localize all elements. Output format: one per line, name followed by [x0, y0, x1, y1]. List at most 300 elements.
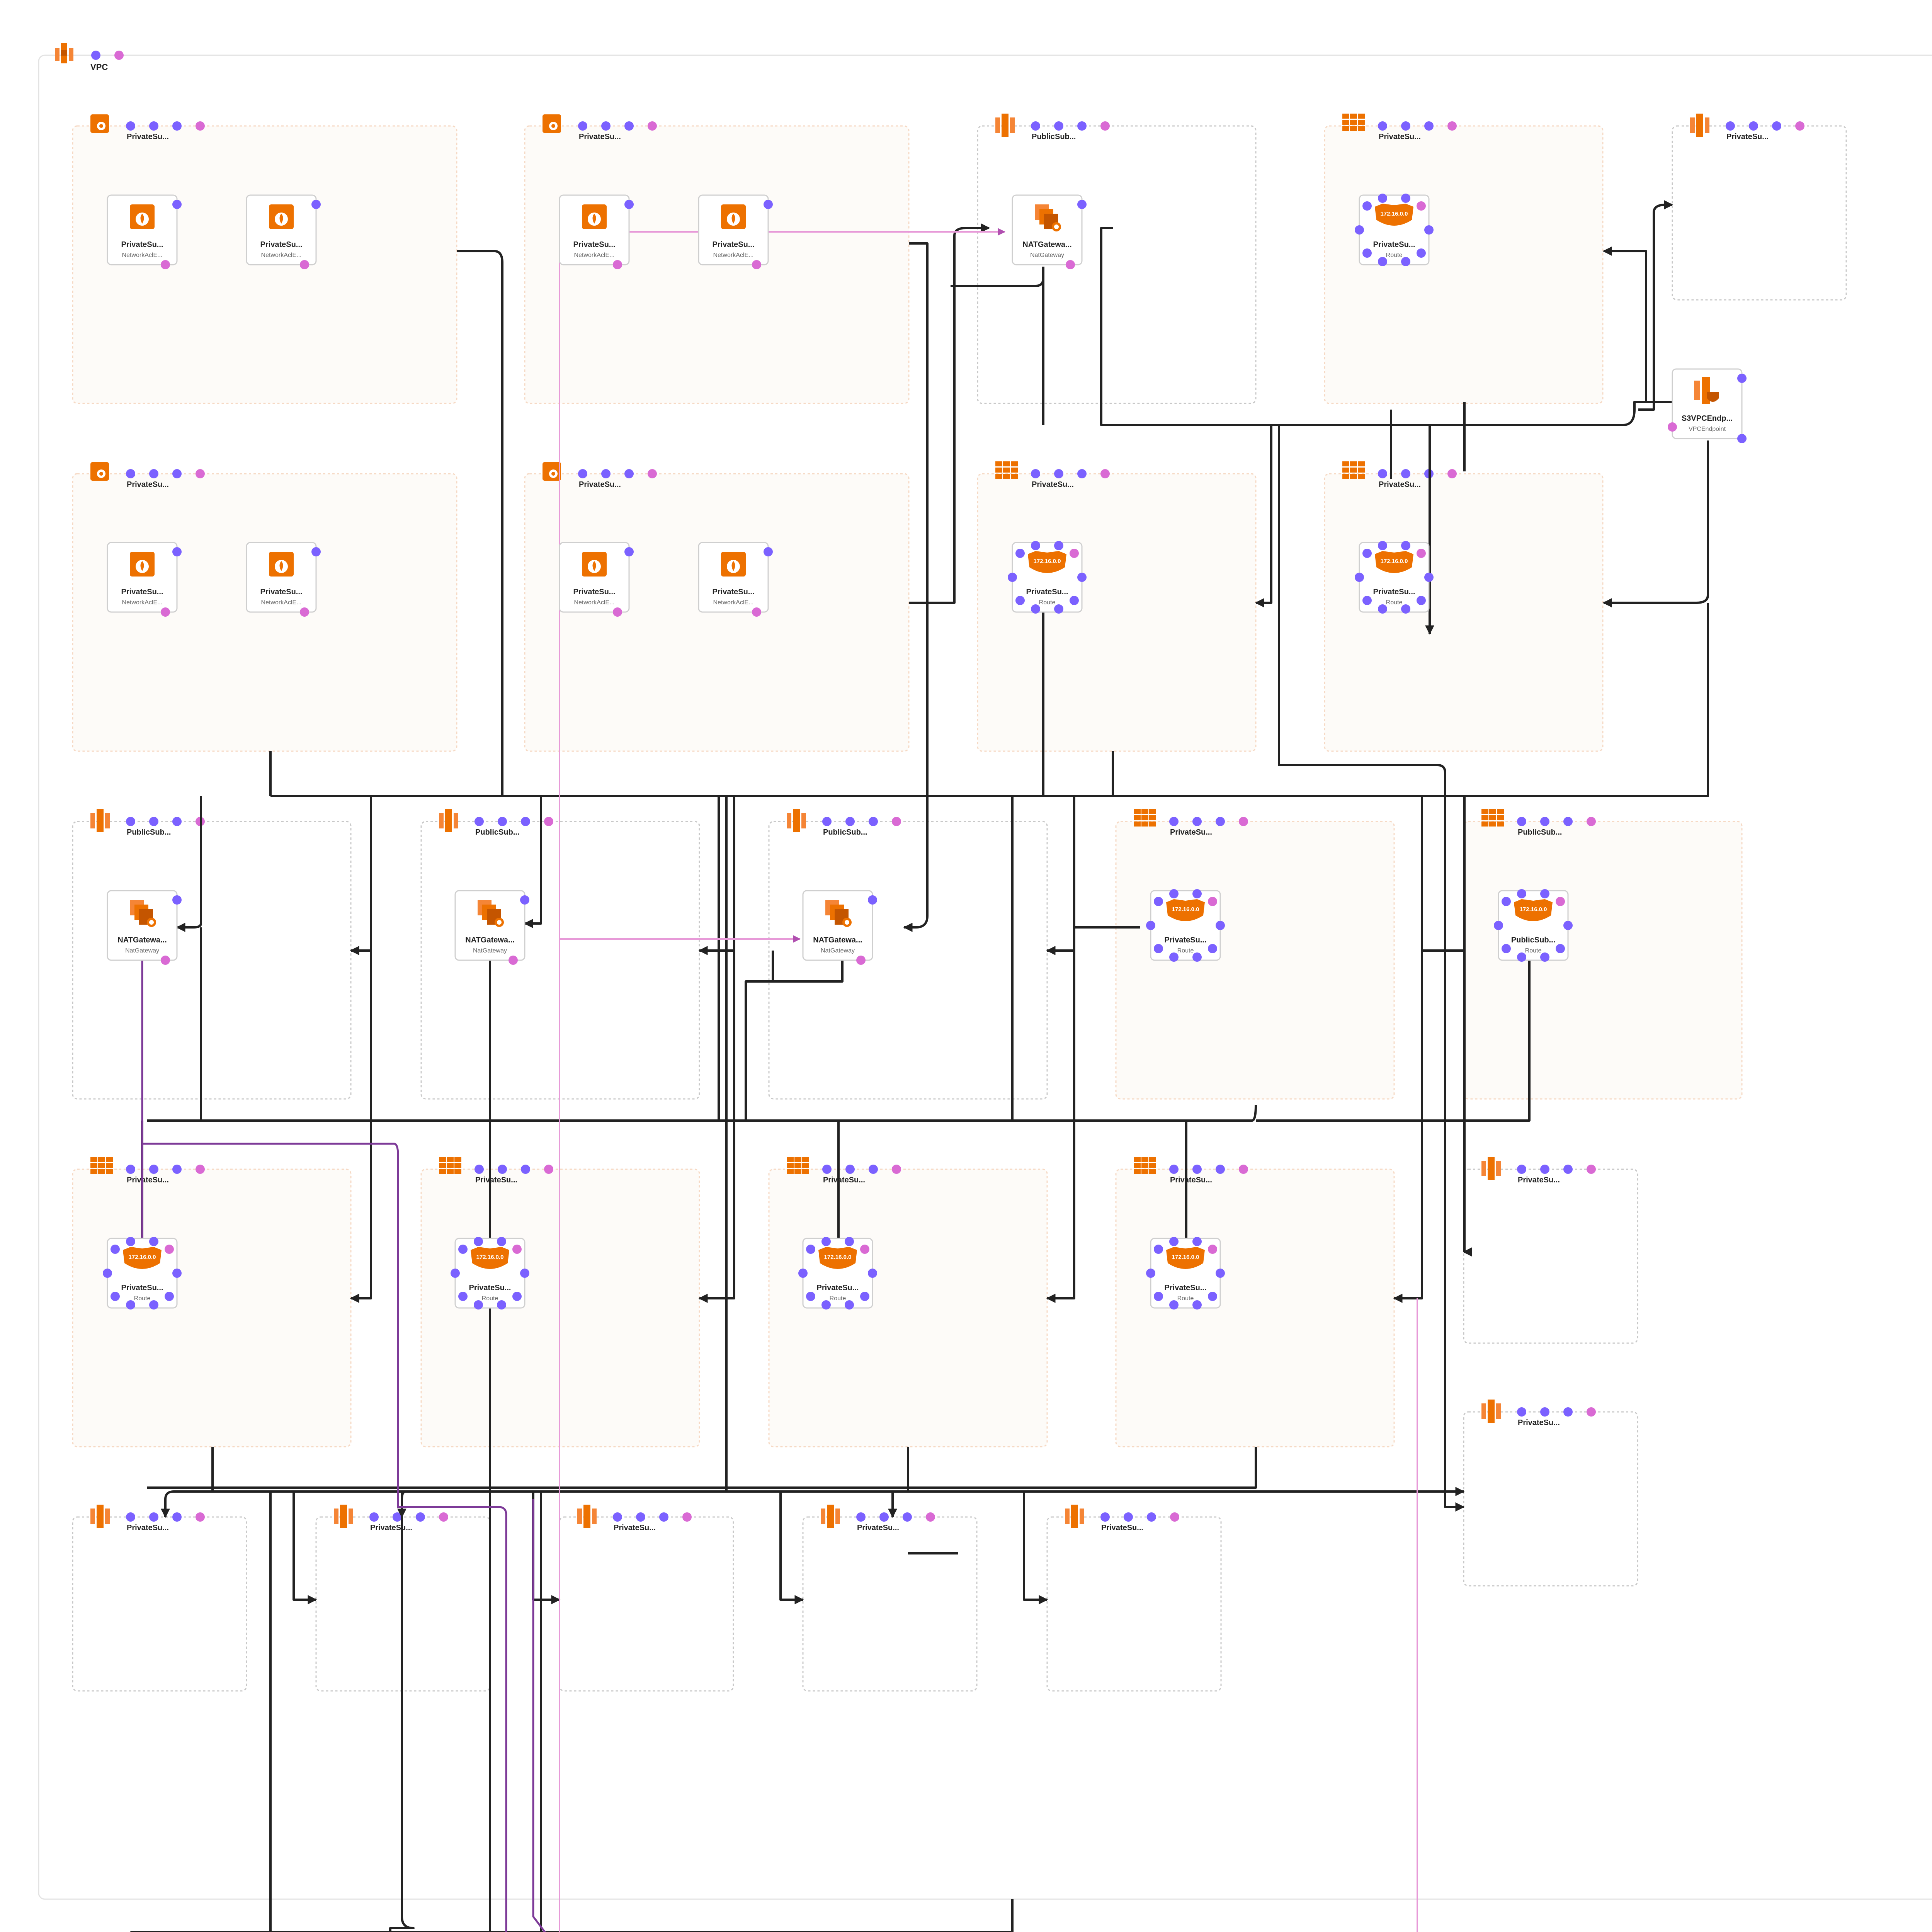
node-port[interactable] — [497, 1237, 506, 1246]
subnet-port[interactable] — [544, 817, 553, 826]
subnet-port[interactable] — [1170, 1512, 1179, 1522]
node-port[interactable] — [512, 1292, 522, 1301]
node-port[interactable] — [1417, 596, 1426, 605]
node-type: NatGateway — [820, 947, 855, 954]
node-port[interactable] — [458, 1292, 468, 1301]
cidr-label: 172.16.0.0 — [1033, 558, 1061, 565]
node-port[interactable] — [103, 1269, 112, 1278]
route-node[interactable] — [1355, 541, 1434, 614]
node-port[interactable] — [509, 956, 518, 965]
node-port[interactable] — [111, 1245, 120, 1254]
node-port[interactable] — [165, 1292, 174, 1301]
subnet-nacl-icon — [90, 462, 109, 481]
node-port[interactable] — [1192, 1300, 1202, 1310]
subnet-port[interactable] — [682, 1512, 692, 1522]
subnet-port[interactable] — [1726, 121, 1735, 131]
subnet-port[interactable] — [601, 121, 611, 131]
firewall-icon — [130, 204, 155, 229]
firewall-icon — [269, 204, 294, 229]
subnet-title: PrivateSu... — [1379, 133, 1421, 141]
node-port[interactable] — [1668, 422, 1677, 432]
subnet-port[interactable] — [172, 469, 182, 478]
subnet-port[interactable] — [1169, 1165, 1179, 1174]
subnet-port[interactable] — [172, 121, 182, 131]
firewall-icon — [582, 552, 607, 577]
node-port[interactable] — [1424, 225, 1434, 235]
subnet-port[interactable] — [578, 121, 587, 131]
subnet-port[interactable] — [1100, 121, 1110, 131]
node-port[interactable] — [868, 895, 877, 905]
subnet-port[interactable] — [544, 1165, 553, 1174]
nat-gateway-node[interactable] — [1012, 195, 1087, 269]
node-port[interactable] — [1378, 257, 1387, 266]
subnet-port[interactable] — [126, 1165, 135, 1174]
network-acl-node[interactable] — [107, 543, 182, 617]
route-node[interactable] — [1146, 889, 1225, 962]
node-port[interactable] — [1417, 549, 1426, 558]
node-port[interactable] — [1362, 549, 1372, 558]
subnet-port[interactable] — [149, 469, 158, 478]
subnet-port[interactable] — [1124, 1512, 1133, 1522]
node-port[interactable] — [126, 1300, 135, 1310]
subnet-port[interactable] — [1378, 469, 1387, 478]
node-port[interactable] — [1208, 944, 1217, 953]
node-type: NetworkAclE... — [713, 599, 754, 606]
node-port[interactable] — [1015, 596, 1025, 605]
subnet-port[interactable] — [1239, 1165, 1248, 1174]
node-title: NATGatewa... — [813, 936, 862, 944]
subnet-port[interactable] — [126, 1512, 135, 1522]
subnet-port[interactable] — [1447, 469, 1457, 478]
route-table-icon — [1481, 809, 1504, 827]
subnet-title: PrivateSu... — [1170, 828, 1212, 837]
subnet-port[interactable] — [1401, 469, 1410, 478]
node-port[interactable] — [860, 1292, 869, 1301]
vpc-endpoint-node[interactable] — [1668, 369, 1747, 443]
public-route-node[interactable] — [1494, 889, 1573, 962]
node-port[interactable] — [1154, 1292, 1163, 1301]
subnet-port[interactable] — [1749, 121, 1758, 131]
subnet-port[interactable] — [1216, 1165, 1225, 1174]
node-port[interactable] — [856, 956, 866, 965]
subnet-port[interactable] — [149, 817, 158, 826]
subnet-port[interactable] — [416, 1512, 425, 1522]
node-port[interactable] — [1517, 889, 1526, 898]
node-port[interactable] — [860, 1245, 869, 1254]
node-port[interactable] — [764, 547, 773, 556]
node-port[interactable] — [300, 607, 309, 617]
node-title: PrivateSu... — [1373, 588, 1415, 596]
subnet-port[interactable] — [601, 469, 611, 478]
node-type: NetworkAclE... — [122, 599, 163, 606]
route-table-icon — [439, 1157, 461, 1174]
node-port[interactable] — [1424, 573, 1434, 582]
node-port[interactable] — [474, 1300, 483, 1310]
subnet-port[interactable] — [845, 817, 855, 826]
subnet-port[interactable] — [1563, 1407, 1573, 1417]
subnet-container[interactable] — [560, 1505, 733, 1691]
subnet-port[interactable] — [624, 121, 634, 131]
node-type: NetworkAclE... — [713, 252, 754, 259]
nat-gateway-node[interactable] — [803, 891, 877, 965]
subnet-port[interactable] — [498, 817, 507, 826]
subnet-container[interactable] — [1672, 114, 1846, 300]
node-port[interactable] — [821, 1300, 831, 1310]
subnet-port[interactable] — [1192, 1165, 1202, 1174]
node-port[interactable] — [172, 895, 182, 905]
node-type: NatGateway — [125, 947, 160, 954]
subnet-port[interactable] — [474, 1165, 484, 1174]
vpc-label: VPC — [90, 62, 108, 72]
node-port[interactable] — [1401, 541, 1410, 550]
subnet-port[interactable] — [172, 817, 182, 826]
subnet-title: PrivateSu... — [127, 133, 169, 141]
subnet-port[interactable] — [1239, 817, 1248, 826]
node-port[interactable] — [1169, 952, 1179, 962]
node-port[interactable] — [1378, 541, 1387, 550]
node-port[interactable] — [1169, 889, 1179, 898]
subnet-title: PrivateSu... — [1518, 1176, 1560, 1184]
cidr-label: 172.16.0.0 — [824, 1254, 852, 1260]
subnet-port[interactable] — [1424, 121, 1434, 131]
network-acl-node[interactable] — [560, 543, 634, 617]
subnet-title: PublicSub... — [475, 828, 520, 837]
node-port[interactable] — [1355, 573, 1364, 582]
route-node[interactable] — [798, 1237, 877, 1310]
node-title: PrivateSu... — [1164, 1284, 1207, 1292]
node-port[interactable] — [1417, 201, 1426, 211]
node-type: NetworkAclE... — [261, 599, 302, 606]
network-acl-node[interactable] — [560, 195, 634, 269]
subnet-port[interactable] — [1077, 121, 1087, 131]
node-port[interactable] — [1054, 604, 1063, 614]
subnet-port[interactable] — [1587, 1165, 1596, 1174]
node-port[interactable] — [752, 260, 761, 269]
node-port[interactable] — [520, 895, 529, 905]
subnet-port[interactable] — [869, 1165, 878, 1174]
route-table-icon — [995, 461, 1018, 479]
node-type: VPCEndpoint — [1688, 426, 1726, 432]
network-acl-node[interactable] — [107, 195, 182, 269]
subnet-title: PublicSub... — [127, 828, 171, 837]
cidr-label: 172.16.0.0 — [1172, 1254, 1199, 1260]
node-port[interactable] — [520, 1269, 529, 1278]
node-port[interactable] — [311, 200, 321, 209]
subnet-port[interactable] — [903, 1512, 912, 1522]
node-port[interactable] — [1070, 596, 1079, 605]
subnet-port[interactable] — [822, 1165, 832, 1174]
subnet-port[interactable] — [1147, 1512, 1156, 1522]
node-port[interactable] — [1154, 897, 1163, 906]
subnet-port[interactable] — [822, 817, 832, 826]
node-port[interactable] — [172, 1269, 182, 1278]
node-port[interactable] — [161, 607, 170, 617]
node-title: PrivateSu... — [260, 240, 303, 249]
node-port[interactable] — [1737, 374, 1747, 383]
node-port[interactable] — [1556, 897, 1565, 906]
node-port[interactable] — [1502, 897, 1511, 906]
node-type: Route — [1386, 599, 1403, 606]
node-port[interactable] — [1192, 952, 1202, 962]
subnet-port[interactable] — [1031, 121, 1040, 131]
connector[interactable] — [803, 1899, 1012, 1932]
node-port[interactable] — [172, 547, 182, 556]
subnet-port[interactable] — [1795, 121, 1804, 131]
node-port[interactable] — [798, 1269, 808, 1278]
subnet-port[interactable] — [149, 121, 158, 131]
subnet-port[interactable] — [1517, 817, 1526, 826]
subnet-container[interactable] — [1464, 1157, 1638, 1343]
cidr-label: 172.16.0.0 — [1519, 906, 1547, 913]
node-port[interactable] — [1378, 194, 1387, 203]
subnet-port[interactable] — [1031, 469, 1040, 478]
subnet-port[interactable] — [1054, 121, 1063, 131]
node-port[interactable] — [1015, 549, 1025, 558]
subnet-port[interactable] — [439, 1512, 448, 1522]
subnet-port[interactable] — [172, 1165, 182, 1174]
node-port[interactable] — [161, 260, 170, 269]
node-port[interactable] — [1154, 1245, 1163, 1254]
subnet-port[interactable] — [1517, 1165, 1526, 1174]
subnet-container[interactable] — [803, 1505, 977, 1691]
node-port[interactable] — [1070, 549, 1079, 558]
node-port[interactable] — [752, 607, 761, 617]
node-port[interactable] — [1556, 944, 1565, 953]
node-port[interactable] — [1502, 944, 1511, 953]
node-port[interactable] — [1031, 541, 1040, 550]
route-node[interactable] — [451, 1237, 529, 1310]
node-port[interactable] — [1401, 257, 1410, 266]
subnet-port[interactable] — [1401, 121, 1410, 131]
node-port[interactable] — [1563, 921, 1573, 930]
nat-gateway-node[interactable] — [455, 891, 529, 965]
node-port[interactable] — [1540, 952, 1549, 962]
node-port[interactable] — [1216, 921, 1225, 930]
subnet-port[interactable] — [1054, 469, 1063, 478]
node-port[interactable] — [111, 1292, 120, 1301]
subnet-port[interactable] — [1587, 817, 1596, 826]
firewall-icon — [130, 552, 155, 577]
node-port[interactable] — [1494, 921, 1503, 930]
network-acl-node[interactable] — [699, 543, 773, 617]
node-title: NATGatewa... — [465, 936, 515, 944]
node-type: NetworkAclE... — [574, 252, 615, 259]
subnet-port[interactable] — [126, 817, 135, 826]
subnet-port[interactable] — [624, 469, 634, 478]
subnet-port[interactable] — [1216, 817, 1225, 826]
subnet-port[interactable] — [521, 1165, 530, 1174]
node-port[interactable] — [149, 1237, 158, 1246]
subnet-port[interactable] — [1772, 121, 1781, 131]
node-port[interactable] — [1031, 604, 1040, 614]
node-title: PrivateSu... — [121, 588, 163, 596]
subnet-port[interactable] — [521, 817, 530, 826]
route-table-icon — [1134, 809, 1156, 827]
subnet-port[interactable] — [1540, 817, 1549, 826]
subnet-port[interactable] — [1540, 1407, 1549, 1417]
node-port[interactable] — [613, 260, 622, 269]
node-type: Route — [1525, 947, 1542, 954]
subnet-port[interactable] — [845, 1165, 855, 1174]
node-port[interactable] — [1054, 541, 1063, 550]
node-title: PrivateSu... — [573, 588, 616, 596]
subnet-port[interactable] — [369, 1512, 379, 1522]
node-type: Route — [134, 1295, 151, 1302]
subnet-port[interactable] — [1563, 817, 1573, 826]
node-port[interactable] — [1208, 1245, 1217, 1254]
node-port[interactable] — [126, 1237, 135, 1246]
subnet-port[interactable] — [1192, 817, 1202, 826]
subnet-container[interactable] — [1464, 1400, 1638, 1586]
node-port[interactable] — [821, 1237, 831, 1246]
node-port[interactable] — [172, 200, 182, 209]
node-port[interactable] — [451, 1269, 460, 1278]
nat-gateway-node[interactable] — [107, 891, 182, 965]
subnet-port[interactable] — [879, 1512, 889, 1522]
node-port[interactable] — [1208, 897, 1217, 906]
node-port[interactable] — [1208, 1292, 1217, 1301]
node-port[interactable] — [1355, 225, 1364, 235]
subnet-port[interactable] — [869, 817, 878, 826]
subnet-port[interactable] — [648, 469, 657, 478]
subnet-port[interactable] — [926, 1512, 935, 1522]
node-port[interactable] — [624, 547, 634, 556]
subnet-title: PrivateSu... — [127, 480, 169, 489]
node-port[interactable] — [1066, 260, 1075, 269]
node-port[interactable] — [1192, 1237, 1202, 1246]
node-port[interactable] — [806, 1245, 815, 1254]
node-port[interactable] — [161, 956, 170, 965]
subnet-title: PrivateSu... — [127, 1524, 169, 1532]
subnet-port[interactable] — [856, 1512, 866, 1522]
node-port[interactable] — [1146, 1269, 1155, 1278]
vpc-port[interactable] — [114, 51, 124, 60]
node-title: PrivateSu... — [121, 1284, 163, 1292]
route-node[interactable] — [1146, 1237, 1225, 1310]
subnet-port[interactable] — [126, 121, 135, 131]
subnet-port[interactable] — [393, 1512, 402, 1522]
network-acl-node[interactable] — [247, 195, 321, 269]
subnet-port[interactable] — [1587, 1407, 1596, 1417]
subnet-port[interactable] — [648, 121, 657, 131]
firewall-icon — [582, 204, 607, 229]
node-port[interactable] — [512, 1245, 522, 1254]
node-port[interactable] — [1216, 1269, 1225, 1278]
route-node[interactable] — [103, 1237, 182, 1310]
node-port[interactable] — [1517, 952, 1526, 962]
subnet-title: PublicSub... — [1518, 828, 1562, 837]
node-port[interactable] — [311, 547, 321, 556]
node-port[interactable] — [1417, 248, 1426, 258]
subnet-port[interactable] — [196, 1165, 205, 1174]
subnet-port[interactable] — [126, 469, 135, 478]
subnet-port[interactable] — [474, 817, 484, 826]
node-port[interactable] — [1169, 1237, 1179, 1246]
subnet-port[interactable] — [636, 1512, 645, 1522]
subnet-port[interactable] — [1169, 817, 1179, 826]
subnet-port[interactable] — [1517, 1407, 1526, 1417]
node-port[interactable] — [1540, 889, 1549, 898]
node-port[interactable] — [1154, 944, 1163, 953]
subnet-port[interactable] — [196, 121, 205, 131]
route-node[interactable] — [1008, 541, 1087, 614]
cidr-label: 172.16.0.0 — [1172, 906, 1199, 913]
node-port[interactable] — [1737, 434, 1747, 443]
node-port[interactable] — [1401, 194, 1410, 203]
subnet-port[interactable] — [1563, 1165, 1573, 1174]
node-port[interactable] — [764, 200, 773, 209]
node-port[interactable] — [165, 1245, 174, 1254]
subnet-port[interactable] — [172, 1512, 182, 1522]
node-port[interactable] — [1192, 889, 1202, 898]
subnet-port[interactable] — [1447, 121, 1457, 131]
node-port[interactable] — [1008, 573, 1017, 582]
subnet-port[interactable] — [613, 1512, 622, 1522]
node-port[interactable] — [1362, 248, 1372, 258]
node-title: PrivateSu... — [816, 1284, 859, 1292]
subnet-port[interactable] — [196, 1512, 205, 1522]
node-port[interactable] — [300, 260, 309, 269]
node-port[interactable] — [845, 1300, 854, 1310]
node-port[interactable] — [1362, 201, 1372, 211]
node-port[interactable] — [497, 1300, 506, 1310]
node-port[interactable] — [1077, 573, 1087, 582]
node-port[interactable] — [1077, 200, 1087, 209]
subnet-port[interactable] — [892, 817, 901, 826]
subnet-nacl-icon — [90, 114, 109, 133]
subnet-title: PrivateSu... — [1101, 1524, 1143, 1532]
subnet-port[interactable] — [149, 1512, 158, 1522]
node-type: NatGateway — [473, 947, 507, 954]
node-title: PrivateSu... — [1373, 240, 1415, 249]
route-node[interactable] — [1355, 194, 1434, 266]
node-port[interactable] — [458, 1245, 468, 1254]
subnet-port[interactable] — [1100, 1512, 1110, 1522]
subnet-title: PublicSub... — [823, 828, 867, 837]
node-port[interactable] — [1401, 604, 1410, 614]
subnet-port[interactable] — [196, 469, 205, 478]
node-type: NetworkAclE... — [574, 599, 615, 606]
node-port[interactable] — [1362, 596, 1372, 605]
subnet-container[interactable] — [73, 1505, 247, 1691]
node-port[interactable] — [1169, 1300, 1179, 1310]
vpc-port[interactable] — [91, 51, 100, 60]
node-port[interactable] — [474, 1237, 483, 1246]
node-title: PrivateSu... — [712, 588, 755, 596]
subnet-port[interactable] — [498, 1165, 507, 1174]
subnet-port[interactable] — [1378, 121, 1387, 131]
node-port[interactable] — [868, 1269, 877, 1278]
subnet-port[interactable] — [1100, 469, 1110, 478]
subnet-container[interactable] — [1047, 1505, 1221, 1691]
node-port[interactable] — [806, 1292, 815, 1301]
node-port[interactable] — [149, 1300, 158, 1310]
network-acl-node[interactable] — [247, 543, 321, 617]
subnet-port[interactable] — [578, 469, 587, 478]
subnet-port[interactable] — [892, 1165, 901, 1174]
node-port[interactable] — [613, 607, 622, 617]
node-port[interactable] — [624, 200, 634, 209]
network-acl-node[interactable] — [699, 195, 773, 269]
node-port[interactable] — [1378, 604, 1387, 614]
subnet-port[interactable] — [1540, 1165, 1549, 1174]
vpc-icon — [55, 43, 73, 63]
subnet-port[interactable] — [659, 1512, 668, 1522]
subnet-port[interactable] — [1077, 469, 1087, 478]
subnet-port[interactable] — [149, 1165, 158, 1174]
node-port[interactable] — [1146, 921, 1155, 930]
node-port[interactable] — [845, 1237, 854, 1246]
